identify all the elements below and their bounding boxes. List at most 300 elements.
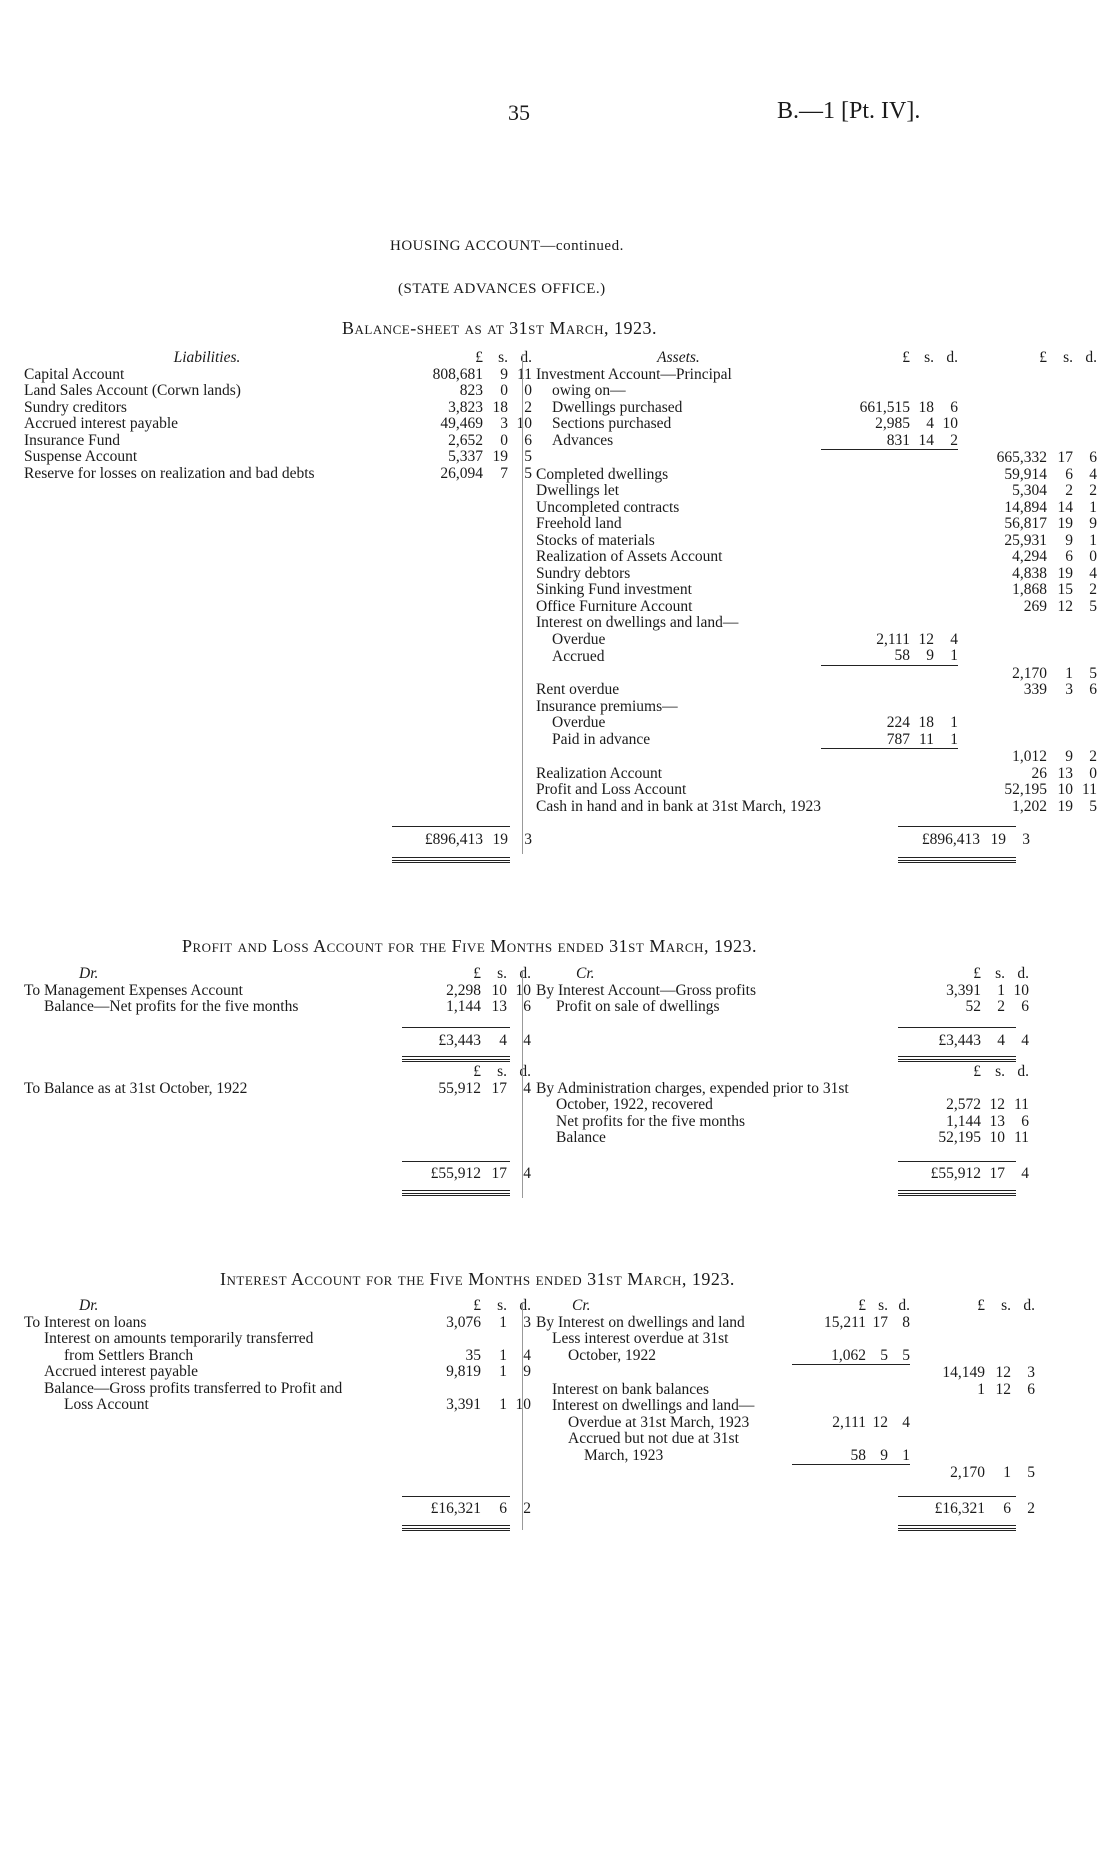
inner-pounds: [821, 450, 910, 467]
outer-shillings: 19: [1057, 564, 1073, 582]
outer-pounds: 665,332: [996, 449, 1047, 466]
ledger-row: [24, 983, 531, 1000]
outer-pounds: 2,170: [1012, 664, 1047, 682]
inner-pounds: [792, 1431, 866, 1448]
inner-pounds: 58: [894, 647, 910, 664]
row-label: Dwellings let: [536, 482, 620, 499]
section-title: HOUSING ACCOUNT—continued.: [390, 238, 624, 254]
row-label: Completed dwellings: [536, 465, 669, 483]
amount-pounds: 823: [459, 382, 483, 399]
outer-pounds: [958, 416, 1047, 433]
inner-pence: [888, 1465, 910, 1482]
amount-shillings: 19: [492, 448, 508, 465]
outer-pence: 0: [1089, 548, 1097, 565]
inner-pence: 1: [950, 730, 958, 748]
row-label: Net profits for the five months: [556, 1112, 745, 1130]
outer-shillings: 17: [1057, 449, 1073, 466]
row-label: Accrued: [552, 647, 605, 665]
outer-pounds: [958, 732, 1047, 749]
outer-pence: [1073, 400, 1097, 417]
outer-shillings: [1047, 648, 1073, 665]
row-label: Sinking Fund investment: [536, 581, 692, 598]
outer-shillings: 9: [1065, 531, 1073, 549]
outer-pence: 4: [1089, 465, 1097, 483]
inner-pence: 1: [902, 1446, 910, 1464]
outer-shillings: [1047, 615, 1073, 632]
outer-pounds: 2,170: [950, 1464, 985, 1481]
interest-dr: Dr. £ s. d. To Interest on loans 3,076 1 3 Interest on amounts temporarily transferred from Settlers Branch 35 1 4 Accrued interest payable 9,819 1 9 Balance—Gross profits transferred to Profit and Loss Account 3,391 1 10: [24, 1297, 531, 1413]
outer-pence: [1011, 1448, 1035, 1465]
ledger-row: [536, 1415, 1035, 1432]
row-label: Sundry creditors: [24, 398, 127, 416]
ledger-row: [536, 450, 1097, 467]
outer-pounds: [910, 1431, 985, 1448]
ledger-row: [24, 367, 532, 384]
ledger-row: [536, 1382, 1035, 1399]
outer-pence: [1073, 648, 1097, 665]
inner-pence: [934, 766, 958, 783]
outer-pounds: 1,202: [1012, 797, 1047, 815]
row-label: Overdue: [552, 714, 606, 731]
profit-loss-title: Profit and Loss Account for the Five Months ended 31st March, 1923.: [182, 936, 757, 956]
amount-pence: [1005, 1081, 1029, 1098]
ledger-row: [536, 400, 1097, 417]
amount-shillings: 17: [491, 1079, 507, 1097]
inner-pence: [888, 1331, 910, 1348]
ledger-row: [536, 999, 1029, 1016]
row-label: Interest on bank balances: [552, 1380, 710, 1398]
inner-pounds: [821, 799, 910, 816]
amount-shillings: 10: [491, 981, 507, 999]
inner-pence: 8: [902, 1313, 910, 1331]
inner-pounds: [792, 1382, 866, 1399]
ledger-row: [536, 1097, 1029, 1114]
inner-shillings: 18: [918, 714, 934, 731]
outer-pounds: [958, 648, 1047, 665]
outer-shillings: [985, 1331, 1011, 1348]
amount-pounds: [399, 1381, 481, 1398]
ledger-row: [536, 615, 1097, 632]
outer-pence: [1073, 715, 1097, 732]
inner-pounds: [821, 533, 910, 550]
inner-shillings: [910, 766, 934, 783]
outer-shillings: 2: [1065, 482, 1073, 499]
balance-sheet-title: Balance-sheet as at 31st March, 1923.: [342, 318, 657, 338]
row-label: Overdue: [552, 630, 606, 648]
ledger-row: [536, 665, 1097, 682]
outer-shillings: [1047, 416, 1073, 433]
inner-pence: [934, 782, 958, 799]
ledger-row: [536, 549, 1097, 566]
inner-shillings: [910, 615, 934, 632]
outer-pence: 3: [1027, 1364, 1035, 1381]
inner-pounds: [821, 749, 910, 766]
ledger-row: [536, 1315, 1035, 1332]
row-label: owing on—: [552, 382, 626, 399]
outer-shillings: [985, 1398, 1011, 1415]
row-label: Reserve for losses on realization and bad debts: [24, 464, 315, 482]
outer-pounds: 56,817: [1004, 515, 1047, 532]
outer-pence: [1073, 383, 1097, 400]
inner-pounds: [821, 665, 910, 682]
inner-pence: [934, 549, 958, 566]
outer-pounds: [910, 1331, 985, 1348]
ledger-row: [24, 1348, 531, 1365]
row-label: Sections purchased: [552, 415, 672, 432]
row-label: Profit and Loss Account: [536, 781, 687, 798]
inner-shillings: 11: [919, 730, 934, 748]
interest-title: Interest Account for the Five Months ended 31st March, 1923.: [220, 1269, 735, 1289]
inner-pounds: [821, 699, 910, 716]
row-label: To Management Expenses Account: [24, 981, 243, 999]
outer-shillings: [985, 1348, 1011, 1365]
row-label: Sundry debtors: [536, 564, 631, 582]
amount-shillings: [481, 1381, 507, 1398]
outer-shillings: [985, 1415, 1011, 1432]
inner-pence: [888, 1431, 910, 1448]
inner-pence: [934, 799, 958, 816]
outer-pounds: [910, 1398, 985, 1415]
inner-pence: [934, 383, 958, 400]
inner-pounds: 224: [886, 714, 910, 731]
amount-shillings: 7: [500, 464, 508, 482]
outer-pence: [1011, 1415, 1035, 1432]
inner-shillings: [910, 500, 934, 517]
row-label: Capital Account: [24, 365, 125, 383]
outer-pounds: 269: [1023, 597, 1047, 615]
inner-pounds: 2,985: [875, 415, 910, 432]
outer-shillings: 12: [995, 1380, 1011, 1398]
amount-pounds: 2,298: [446, 981, 481, 999]
amount-shillings: 9: [500, 365, 508, 383]
inner-pence: [934, 599, 958, 616]
outer-pounds: 5,304: [1012, 482, 1047, 499]
outer-pence: [1011, 1315, 1035, 1332]
inner-pounds: [821, 500, 910, 517]
inner-shillings: [866, 1465, 888, 1482]
row-label: Accrued interest payable: [24, 415, 179, 432]
inner-shillings: [910, 383, 934, 400]
outer-pence: [1011, 1348, 1035, 1365]
inner-shillings: [910, 699, 934, 716]
ledger-row: [536, 715, 1097, 732]
outer-shillings: [985, 1448, 1011, 1465]
outer-pounds: 52,195: [1004, 781, 1047, 798]
ledger-row: [24, 466, 532, 483]
amount-pence: 10: [515, 1396, 531, 1413]
pl-cr-part1: Cr. £ s. d. By Interest Account—Gross profits 3,391 1 10 Profit on sale of dwellings 52 2 6: [536, 965, 1029, 1015]
inner-pence: [934, 467, 958, 484]
amount-pence: [507, 1381, 531, 1398]
outer-pence: 2: [1089, 581, 1097, 598]
outer-shillings: [985, 1315, 1011, 1332]
inner-shillings: [910, 549, 934, 566]
inner-pounds: [821, 582, 910, 599]
inner-pounds: [821, 766, 910, 783]
inner-shillings: [910, 516, 934, 533]
inner-pence: 4: [902, 1413, 910, 1431]
inner-pence: 2: [950, 431, 958, 449]
ledger-row: [536, 1348, 1035, 1365]
outer-pence: 1: [1089, 498, 1097, 516]
inner-pounds: 787: [886, 730, 910, 748]
outer-shillings: [1047, 383, 1073, 400]
ledger-row: [536, 799, 1097, 816]
outer-shillings: 19: [1057, 797, 1073, 815]
assets-heading: Assets.: [657, 349, 700, 366]
amount-shillings: 1: [499, 1363, 507, 1380]
ledger-row: [536, 699, 1097, 716]
amount-pence: 0: [524, 382, 532, 399]
ledger-row: [536, 983, 1029, 1000]
inner-pence: [934, 582, 958, 599]
ledger-row: [24, 1364, 531, 1381]
row-label: Accrued interest payable: [44, 1363, 199, 1380]
amount-pounds: 3,076: [446, 1313, 481, 1331]
amount-shillings: 18: [492, 398, 508, 416]
amount-shillings: 10: [989, 1129, 1005, 1146]
amount-pounds: 3,391: [446, 1396, 481, 1413]
inner-pounds: [792, 1331, 866, 1348]
outer-pounds: 26: [1031, 764, 1047, 782]
amount-shillings: 3: [500, 415, 508, 432]
page-number: 35: [508, 100, 530, 125]
outer-pounds: [958, 615, 1047, 632]
outer-shillings: [1047, 400, 1073, 417]
amount-shillings: [981, 1081, 1005, 1098]
amount-shillings: 0: [500, 431, 508, 449]
inner-shillings: [910, 782, 934, 799]
row-label: By Interest on dwellings and land: [536, 1313, 745, 1331]
inner-pounds: 661,515: [859, 398, 910, 416]
ledger-row: [536, 383, 1097, 400]
inner-pounds: 58: [850, 1446, 866, 1464]
inner-shillings: [910, 367, 934, 384]
ledger-row: [536, 632, 1097, 649]
ledger-row: [536, 467, 1097, 484]
outer-pence: 2: [1089, 482, 1097, 499]
amount-pounds: 2,652: [448, 431, 483, 449]
inner-pounds: [821, 367, 910, 384]
inner-pounds: [821, 782, 910, 799]
outer-pounds: 14,894: [1004, 498, 1047, 516]
row-label: Realization of Assets Account: [536, 548, 723, 565]
pl-cr-part2: £ s. d. By Administration charges, expended prior to 31st October, 1922, recovered 2,572 12 11 Net profits for the five months 1,144 13 6 Balance 52,195 10 11: [536, 1063, 1029, 1146]
outer-pence: 6: [1089, 449, 1097, 466]
ledger-row: [536, 1448, 1035, 1465]
ledger-row: [536, 1081, 1029, 1098]
inner-shillings: 14: [918, 431, 934, 449]
inner-shillings: [910, 467, 934, 484]
row-label: Freehold land: [536, 515, 622, 532]
amount-pence: 3: [523, 1313, 531, 1331]
outer-shillings: 10: [1057, 781, 1073, 798]
row-label: Office Furniture Account: [536, 597, 693, 615]
amount-pence: 5: [524, 464, 532, 482]
amount-pence: 4: [523, 1346, 531, 1364]
inner-pounds: [792, 1465, 866, 1482]
amount-pounds: 26,094: [440, 464, 483, 482]
outer-pounds: 4,838: [1012, 564, 1047, 582]
outer-pounds: [958, 383, 1047, 400]
inner-pence: 10: [942, 415, 958, 432]
row-label: Loss Account: [64, 1396, 149, 1413]
amount-shillings: 13: [491, 998, 507, 1015]
row-label: Profit on sale of dwellings: [556, 998, 720, 1015]
outer-shillings: 19: [1057, 515, 1073, 532]
row-label: Suspense Account: [24, 448, 138, 465]
interest-dr-total: £16,321 6 2: [430, 1500, 531, 1517]
row-label: Land Sales Account (Corwn lands): [24, 382, 241, 399]
ledger-row: [536, 1465, 1035, 1482]
amount-pounds: [399, 1331, 481, 1348]
row-label: Accrued but not due at 31st: [568, 1430, 739, 1447]
row-label: By Interest Account—Gross profits: [536, 981, 756, 999]
ledger-row: [24, 416, 532, 433]
inner-pence: 1: [950, 647, 958, 664]
amount-pounds: 2,572: [946, 1096, 981, 1113]
amount-shillings: 0: [500, 382, 508, 399]
amount-pence: 6: [1021, 1112, 1029, 1130]
outer-shillings: 6: [1065, 465, 1073, 483]
outer-pounds: 1,012: [1012, 748, 1047, 765]
outer-pounds: 25,931: [1004, 531, 1047, 549]
ledger-row: [24, 1315, 531, 1332]
outer-shillings: 13: [1057, 764, 1073, 782]
amount-pounds: 808,681: [432, 365, 483, 383]
row-label: Interest on dwellings and land—: [536, 614, 739, 631]
amount-shillings: 1: [499, 1396, 507, 1413]
ledger-row: [24, 433, 532, 450]
outer-pence: [1073, 732, 1097, 749]
amount-shillings: 13: [989, 1112, 1005, 1130]
ledger-row: [536, 416, 1097, 433]
outer-pence: [1073, 433, 1097, 450]
row-label: Stocks of materials: [536, 531, 655, 549]
inner-shillings: [866, 1331, 888, 1348]
inner-shillings: [866, 1365, 888, 1382]
inner-pounds: 2,111: [876, 630, 910, 648]
inner-pence: [934, 516, 958, 533]
outer-pence: [1073, 367, 1097, 384]
office-subtitle: (STATE ADVANCES OFFICE.): [398, 281, 606, 297]
amount-pence: 11: [1014, 1096, 1029, 1113]
row-label: Dwellings purchased: [552, 398, 683, 416]
outer-pounds: 59,914: [1004, 465, 1047, 483]
row-label: Investment Account—Principal: [536, 365, 732, 383]
amount-pounds: 1,144: [946, 1112, 981, 1130]
amount-pounds: 5,337: [448, 448, 483, 465]
inner-shillings: [866, 1431, 888, 1448]
ledger-row: [536, 433, 1097, 450]
row-label: March, 1923: [584, 1447, 664, 1464]
assets-rows: [536, 367, 1097, 816]
amount-pence: 10: [1013, 981, 1029, 999]
row-label: Realization Account: [536, 764, 663, 782]
ledger-row: [536, 1398, 1035, 1415]
liabilities-heading: Liabilities.: [173, 349, 241, 366]
pl-dr-part2-total: £55,912 17 4: [430, 1165, 531, 1182]
amount-shillings: 1: [499, 1313, 507, 1331]
outer-pence: [1073, 699, 1097, 716]
inner-pence: [934, 367, 958, 384]
inner-shillings: [910, 599, 934, 616]
amount-pounds: 49,469: [440, 415, 483, 432]
outer-pounds: 1: [977, 1380, 985, 1398]
ledger-row: [24, 383, 532, 400]
outer-pounds: 14,149: [942, 1364, 985, 1381]
inner-pounds: 831: [886, 431, 910, 449]
ledger-row: [536, 648, 1097, 665]
assets-panel: Assets. £ s. d. £ s. d. Investment Account—Principal owing on— Dwellings purchased 661,515 18 6 Sections purchased 2,985 4 10 Advances 831 14 2 665,332 17 6 Completed dwellings 59,914 6 4 Dwellings let 5,304 2 2 Uncompleted contracts 14,894 14 1 Freehold land 56,817 19 9 Stocks of materials 25,931 9 1 Realization of Assets Account 4,294 6 0 Sundry debtors 4,838 19 4 Sinking Fund investment 1,868 15 2 Office Furniture Account 269 12 5 Interest on dwellings and land— Overdue 2,111 12 4 Accrued 58 9 1 2,170 1 5 Rent overdue 339 3 6 Insurance premiums— Overdue 224 18 1 Paid in advance 787 11 1 1,012 9 2 Realization Account 26 13 0 Profit and Loss Account 52,195 10 11 Cash in hand and in bank at 31st March, 1923 1,202 19 5: [536, 349, 1097, 815]
ledger-row: [536, 766, 1097, 783]
inner-pounds: [792, 1398, 866, 1415]
ledger-row: [24, 1081, 531, 1098]
ledger-row: [536, 782, 1097, 799]
outer-pence: [1011, 1398, 1035, 1415]
outer-shillings: [1047, 632, 1073, 649]
amount-pounds: 1,144: [446, 998, 481, 1015]
amount-pence: 11: [517, 365, 532, 383]
outer-pence: [1011, 1431, 1035, 1448]
ledger-row: [536, 682, 1097, 699]
outer-shillings: [1047, 367, 1073, 384]
row-label: October, 1922, recovered: [556, 1096, 713, 1113]
amount-pounds: 52,195: [938, 1129, 981, 1146]
amount-pounds: 35: [465, 1346, 481, 1364]
row-label: Insurance Fund: [24, 431, 120, 449]
outer-shillings: 12: [1057, 597, 1073, 615]
inner-shillings: [910, 582, 934, 599]
inner-shillings: [866, 1398, 888, 1415]
ledger-row: [536, 732, 1097, 749]
liabilities-rows: [24, 367, 532, 483]
amount-pounds: 52: [965, 998, 981, 1015]
inner-pounds: [821, 682, 910, 699]
outer-pence: 5: [1089, 664, 1097, 682]
outer-shillings: 1: [1003, 1464, 1011, 1481]
inner-pounds: [821, 483, 910, 500]
inner-shillings: 5: [880, 1346, 888, 1364]
outer-shillings: 6: [1065, 548, 1073, 565]
ledger-row: [536, 1431, 1035, 1448]
ledger-row: [24, 1381, 531, 1398]
ledger-row: [24, 1331, 531, 1348]
inner-shillings: [910, 682, 934, 699]
amount-shillings: 1: [997, 981, 1005, 999]
row-label: Less interest overdue at 31st: [552, 1330, 729, 1347]
inner-shillings: [910, 665, 934, 682]
inner-shillings: [910, 566, 934, 583]
outer-pence: 6: [1027, 1380, 1035, 1398]
outer-shillings: 1: [1065, 664, 1073, 682]
pl-dr-part2: £ s. d. To Balance as at 31st October, 1922 55,912 17 4: [24, 1063, 531, 1097]
amount-pounds: 55,912: [438, 1079, 481, 1097]
row-label: [536, 665, 821, 682]
inner-pounds: 2,111: [832, 1413, 866, 1431]
assets-total: £896,413 19 3: [921, 831, 1030, 848]
outer-pounds: [910, 1415, 985, 1432]
outer-shillings: [1047, 699, 1073, 716]
outer-shillings: [985, 1431, 1011, 1448]
amount-shillings: 1: [499, 1346, 507, 1364]
row-label: Cash in hand and in bank at 31st March, 1923: [536, 797, 821, 815]
row-label: By Administration charges, expended prior to 31st: [536, 1079, 849, 1097]
amount-pence: 5: [524, 448, 532, 465]
ledger-row: [536, 1365, 1035, 1382]
inner-pence: [888, 1398, 910, 1415]
inner-shillings: [910, 799, 934, 816]
